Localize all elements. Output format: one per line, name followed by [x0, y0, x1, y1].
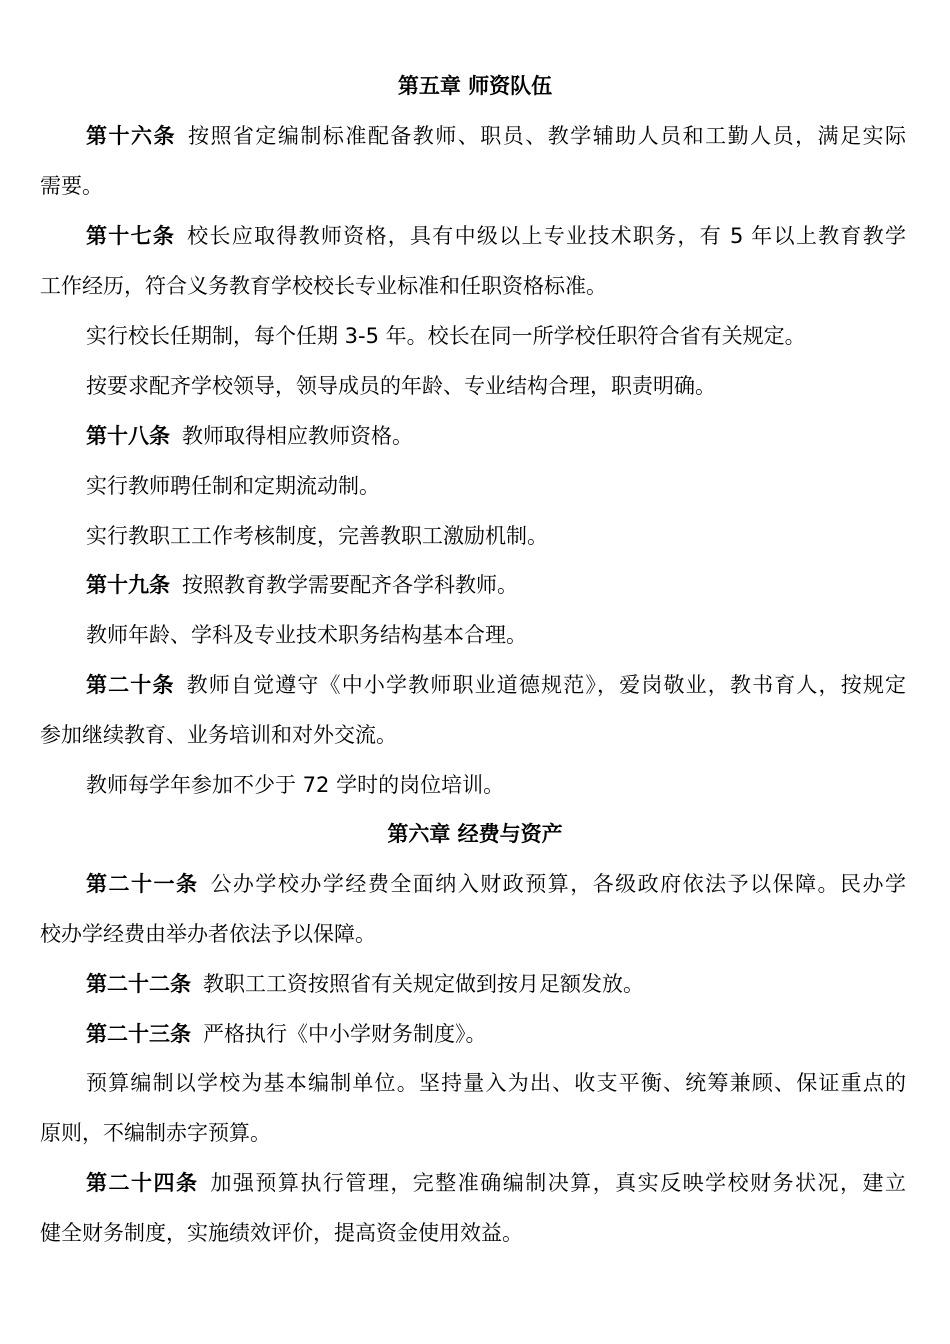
- article-21-line-1: [86, 870, 906, 898]
- article-19-text-1: 按照教育教学需要配齐各学科教师。: [182, 573, 518, 597]
- article-18-paragraph-3: 实行教职工工作考核制度，完善教职工激励机制。: [86, 524, 548, 548]
- article-23-label: 第二十三条: [86, 1022, 191, 1046]
- article-16-line-2: 需要。: [40, 174, 103, 198]
- article-22-text-1: 教职工工资按照省有关规定做到按月足额发放。: [203, 972, 644, 996]
- article-19-paragraph-2: 教师年龄、学科及专业技术职务结构基本合理。: [86, 623, 527, 647]
- article-23-paragraph-2-line-1: 预算编制以学校为基本编制单位。坚持量入为出、收支平衡、统筹兼顾、保证重点的: [86, 1071, 906, 1095]
- article-19-line-1: [86, 571, 906, 599]
- chapter-5-title: 第五章 师资队伍: [397, 74, 553, 98]
- article-17-line-1: [86, 222, 906, 250]
- article-24-text-1: 加强预算执行管理，完整准确编制决算，真实反映学校财务状况，建立: [210, 1171, 907, 1195]
- chapter-6-title: 第六章 经费与资产: [387, 822, 563, 846]
- article-17-text-1: 校长应取得教师资格，具有中级以上专业技术职务，有 5 年以上教育教学: [187, 224, 907, 248]
- article-18-text-1: 教师取得相应教师资格。: [182, 424, 413, 448]
- article-20-text-1: 教师自觉遵守《中小学教师职业道德规范》，爱岗敬业，教书育人，按规定: [186, 673, 907, 697]
- article-23-text-1: 严格执行《中小学财务制度》。: [203, 1022, 487, 1046]
- article-22-line-1: [86, 970, 906, 998]
- article-24-line-2: 健全财务制度，实施绩效评价，提高资金使用效益。: [40, 1221, 523, 1245]
- article-21-text-1: 公办学校办学经费全面纳入财政预算，各级政府依法予以保障。民办学: [210, 872, 907, 896]
- article-20-line-2: 参加继续教育、业务培训和对外交流。: [40, 723, 397, 747]
- article-18-line-1: [86, 422, 906, 450]
- article-23-paragraph-2-line-2: 原则，不编制赤字预算。: [40, 1121, 271, 1145]
- article-24-label: 第二十四条: [86, 1171, 199, 1195]
- article-17-paragraph-2: 实行校长任期制，每个任期 3-5 年。校长在同一所学校任职符合省有关规定。: [86, 324, 806, 348]
- article-19-label: 第十九条: [86, 573, 170, 597]
- article-18-label: 第十八条: [86, 424, 170, 448]
- article-16-line-1: [86, 122, 906, 150]
- article-23-line-1: [86, 1020, 906, 1048]
- article-20-label: 第二十条: [86, 673, 175, 697]
- article-18-paragraph-2: 实行教师聘任制和定期流动制。: [86, 474, 380, 498]
- article-21-label: 第二十一条: [86, 872, 199, 896]
- article-17-paragraph-3: 按要求配齐学校领导，领导成员的年龄、专业结构合理，职责明确。: [86, 374, 716, 398]
- article-17-label: 第十七条: [86, 224, 176, 248]
- article-22-label: 第二十二条: [86, 972, 191, 996]
- article-20-paragraph-2: 教师每学年参加不少于 72 学时的岗位培训。: [86, 773, 505, 797]
- article-24-line-1: [86, 1169, 906, 1197]
- article-21-line-2: 校办学经费由举办者依法予以保障。: [40, 922, 376, 946]
- article-16-label: 第十六条: [86, 124, 176, 148]
- article-20-line-1: [86, 671, 906, 699]
- article-17-line-2: 工作经历，符合义务教育学校校长专业标准和任职资格标准。: [40, 274, 607, 298]
- article-16-text-1: 按照省定编制标准配备教师、职员、教学辅助人员和工勤人员，满足实际: [187, 124, 907, 148]
